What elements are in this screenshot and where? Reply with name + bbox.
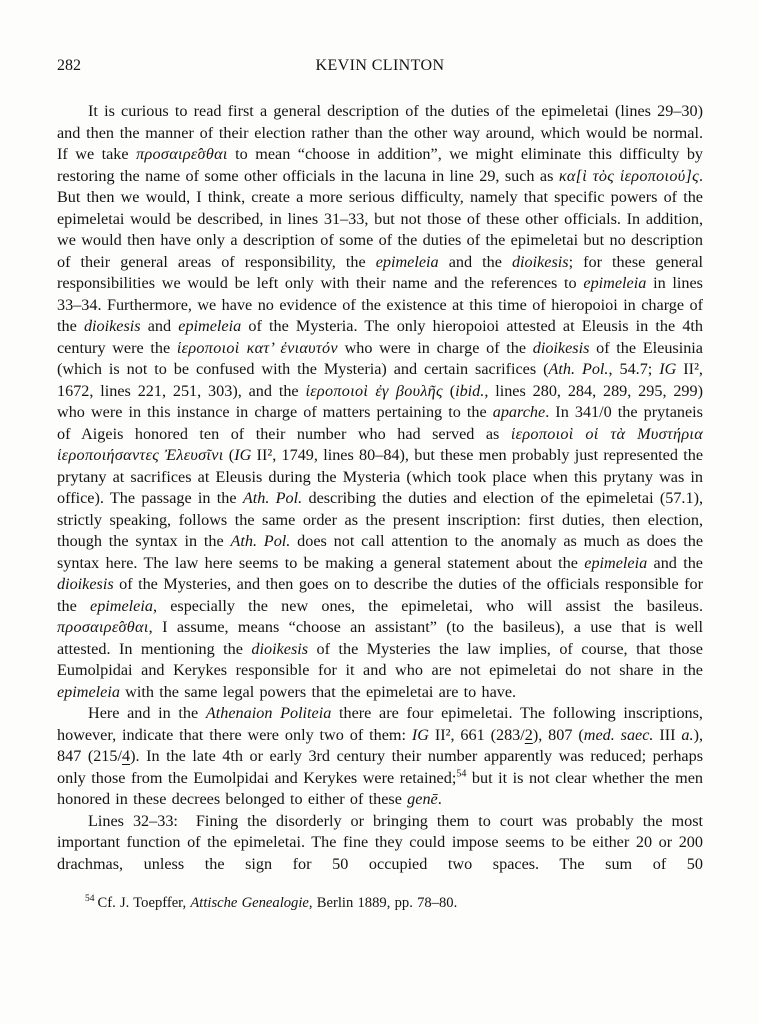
text-run: describing the duties and election of the epimeletai (57.1), strictly speaking, follows the same order as the present inscription: first duties, then election, though the syntax in the	[57, 489, 704, 550]
text-run: . But then we would, I think, create a more serious difficulty, namely that specific powers of the epimeletai would be described, in lines 31–33, but not those of these other officials. In addition, we would then have only a description of some of the duties of the epimeletai but no description of their general areas of responsibility, the	[57, 166, 703, 271]
text-run: Lines 32–33: Fining the disorderly or bringing them to court was probably the most important function of the epimeletai. The fine they could impose seems to be either 20 or 200 drachmas, unless the sign for 50 occupied two spaces. The sum of 50	[57, 811, 703, 873]
text-run: of the Mysteries the law implies, of course, that those Eumolpidai and Kerykes responsible for it and who are not epimeletai do not share in the	[57, 639, 703, 679]
greek-text: ἱεροποιοὶ κατ’ ἐνιαυτόν	[176, 338, 338, 357]
text-run: with the same legal powers that the epimeletai are to have.	[119, 682, 517, 701]
body-text	[57, 101, 703, 875]
text-run: of the Mysteria. The only hieropoioi attested at Eleusis in the 4th century were the	[57, 317, 704, 357]
greek-text: κα[ὶ τὸς ἱεροποιού]ς	[558, 166, 699, 185]
text-run: to mean “choose in addition”, we might eliminate this difficulty by restoring the name of some other officials in the lacuna in line 29, such as	[57, 145, 704, 185]
text-run: , lines 280, 284, 289, 295, 299) who were in this instance in charge of matters pertaining to the	[57, 381, 704, 421]
greek-text: προσαιρε̂σθαι	[57, 618, 149, 636]
text-run: 4	[122, 747, 131, 765]
text-run: epimeleia	[178, 317, 242, 335]
greek-text: προσαιρε̂σθαι	[136, 145, 228, 163]
text-run: there are four epimeletai. The following inscriptions, however, indicate that there were only two of them:	[57, 704, 703, 744]
text-run: Cf. J. Toepffer,	[97, 895, 191, 911]
running-head: KEVIN CLINTON	[315, 57, 445, 74]
text-run: , I assume, means “choose an assistant” (to the basileus), a use that is well attested. In mentioning the	[57, 618, 703, 658]
text-run: (	[223, 446, 235, 464]
text-run: and the	[647, 553, 703, 572]
text-run: dioikesis	[57, 575, 114, 593]
text-run: in lines 33–34. Furthermore, we have no evidence of the existence at this time of hieropoioi in charge of the	[57, 274, 703, 335]
text-run: II², 1672, lines 221, 251, 303), and the	[57, 360, 703, 400]
text-run: Here and in the	[88, 704, 206, 722]
text-run: who were in charge of the	[337, 338, 533, 357]
text-run: Ath. Pol.	[242, 489, 303, 507]
text-run: ), 807 (	[532, 725, 584, 744]
text-run: aparche	[492, 403, 546, 421]
text-run: dioikesis	[511, 252, 569, 271]
page-number: 282	[57, 57, 81, 74]
text-run: but it is not clear whether the men honored in these decrees belonged to either of these	[57, 768, 703, 808]
page-header	[57, 57, 703, 75]
text-run: and the	[438, 252, 512, 271]
text-run: IG	[411, 725, 429, 744]
text-run: ), 847 (215/	[57, 725, 703, 765]
text-run: , 54.7;	[608, 360, 660, 378]
text-run: Ath. Pol.	[230, 532, 291, 550]
text-run: dioikesis	[532, 338, 590, 357]
text-run: and	[140, 317, 179, 335]
text-run: II², 1749, lines 80–84), but these men probably just represented the prytany at sacrifices at Eleusis during the Mysteria (which took place when this prytany was in office). The passage in the	[57, 446, 704, 507]
paragraph-1	[57, 101, 703, 703]
text-run: IG	[659, 360, 677, 378]
text-run: genē	[407, 790, 438, 808]
text-run: 2	[524, 725, 533, 744]
text-run: (	[442, 381, 456, 400]
text-run: dioikesis	[83, 317, 141, 335]
text-run: epimeleia	[584, 553, 648, 572]
text-run: a.	[681, 725, 694, 744]
text-run: Athenaion Politeia	[205, 704, 332, 722]
footnote-marker: 54	[85, 894, 95, 905]
text-run: ibid.	[455, 381, 485, 400]
text-run: III	[653, 725, 682, 744]
greek-text: ἱεροποιοὶ οἱ τὰ Μυστήρια ἱεροποιήσαντες Ἐλευσῖνι	[57, 424, 704, 464]
text-run: epimeleia	[90, 596, 153, 615]
text-run: med. saec.	[583, 725, 654, 744]
text-run: 54	[456, 768, 467, 780]
footnote-text	[97, 895, 457, 911]
text-run: of the Mysteries, and then goes on to describe the duties of the officials responsible for the	[57, 575, 703, 615]
text-run: epimeleia	[375, 252, 439, 271]
text-run: of the Eleusinia (which is not to be confused with the Mysteria) and certain sacrifices (	[57, 338, 703, 378]
greek-text: ἱεροποιοὶ ἐγ βουλῆς	[305, 381, 443, 400]
text-run: , Berlin 1889, pp. 78–80.	[308, 895, 458, 911]
text-run: IG	[234, 446, 252, 464]
text-run: Attische Genealogie	[190, 895, 309, 911]
text-run: II², 661 (283/	[428, 725, 525, 744]
text-run: It is curious to read first a general description of the duties of the epimeletai (lines 29–30) and then the manner of their election rather than the other way around, which would be normal. If we take	[57, 102, 703, 163]
paragraph-2	[57, 703, 703, 811]
text-run: ). In the late 4th or early 3rd century their number apparently was reduced; perhaps only those from the Eumolpidai and Kerykes were retained;	[57, 747, 703, 787]
footnote	[57, 894, 703, 913]
text-run: dioikesis	[251, 639, 309, 658]
text-run: epimeleia	[57, 682, 120, 701]
text-run: , especially the new ones, the epimeletai, who will assist the basileus.	[152, 596, 704, 615]
text-run: .	[437, 790, 442, 808]
text-run: . In 341/0 the prytaneis of Aigeis honored ten of their number who had served as	[57, 403, 703, 443]
text-run: epimeleia	[583, 274, 647, 292]
text-run: Ath. Pol.	[548, 360, 609, 378]
paragraph-3	[57, 811, 703, 876]
text-run: does not call attention to the anomaly as much as does the syntax here. The law here seems to be making a general statement about the	[57, 532, 703, 572]
text-run: ; for these general responsibilities we would be left only with their name and the references to	[57, 252, 703, 292]
